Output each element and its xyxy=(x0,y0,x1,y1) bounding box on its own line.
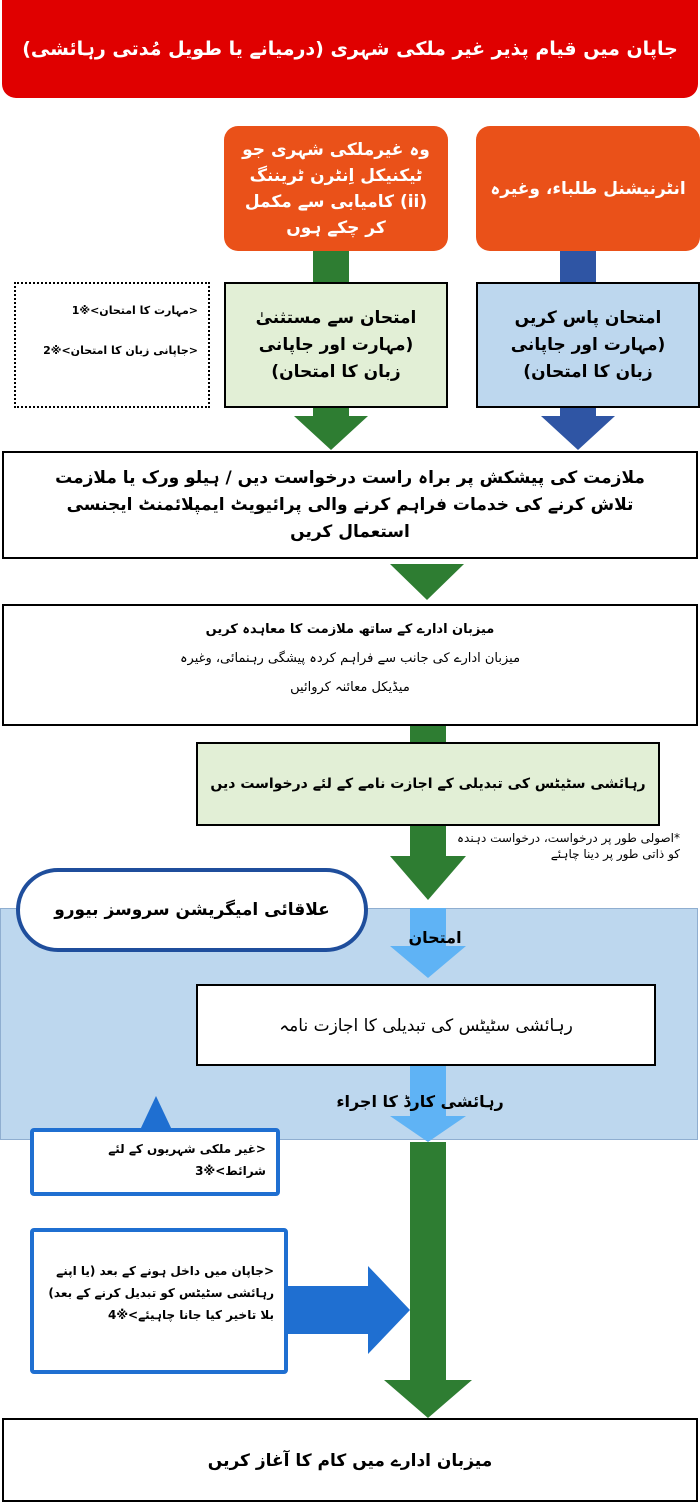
japanese-exam-note: <جاپانی زبان کا امتحان>※2 xyxy=(43,344,198,357)
exam-notes-box xyxy=(14,282,210,408)
exam-exempt-box: امتحان سے مستثنیٰ (مہارت اور جاپانی زبان کا امتحان) xyxy=(224,282,448,408)
contract-box xyxy=(2,604,698,726)
page-title: جاپان میں قیام پذیر غیر ملکی شہری (درمیانے یا طویل مُدتی رہائشی) xyxy=(2,0,698,98)
arrow-to-contract xyxy=(390,564,464,600)
entry-arrow-shaft xyxy=(286,1286,370,1334)
entry-arrow-head xyxy=(368,1266,410,1354)
heading-international-students: انٹرنیشنل طلباء، وغیرہ xyxy=(476,126,700,251)
arrow-left-head xyxy=(294,416,368,450)
arrow-to-status-shaft xyxy=(410,726,446,742)
apply-job-box: ملازمت کی پیشکش پر براہ راست درخواست دیں / ہیلو ورک یا ملازمت تلاش کرنے کی خدمات فراہم کرنے والی پرائیویٹ ایمپلائمنٹ ایجنسی استعمال کریں xyxy=(2,451,698,559)
connector-left-top xyxy=(313,251,349,283)
heading-technical-intern: وہ غیرملکی شہری جو ٹیکنیکل اِنٹرن ٹریننگ (ii) کامیابی سے مکمل کر چکے ہوں xyxy=(224,126,448,251)
guidance-line: میزبان ادارے کی جانب سے فراہم کردہ پیشگی رہنمائی، وغیرہ xyxy=(179,651,521,666)
bureau-label: علاقائی امیگریشن سروسز بیورو xyxy=(16,868,368,952)
contract-line: میزبان ادارے کے ساتھ ملازمت کا معاہدہ کریں xyxy=(205,622,495,637)
apply-status-box: رہائشی سٹیٹس کی تبدیلی کے اجازت نامے کے لئے درخواست دیں xyxy=(196,742,660,826)
main-arrow-head xyxy=(384,1380,472,1418)
arrow-right-head xyxy=(541,416,615,450)
card-label: رہائشی کارڈ کا اجراء xyxy=(336,1092,504,1111)
exam-label: امتحان xyxy=(408,928,462,947)
pass-exam-box: امتحان پاس کریں (مہارت اور جاپانی زبان کا امتحان) xyxy=(476,282,700,408)
arrow-left-shaft xyxy=(313,408,349,416)
connector-right-top xyxy=(560,251,596,283)
apply-note: *اصولی طور پر درخواست، درخواست دہندہ کو ذاتی طور پر دینا چاہئے xyxy=(456,831,680,861)
medical-line: میڈیکل معائنہ کروائیں xyxy=(290,680,410,695)
arrow-to-bureau-shaft xyxy=(410,826,446,858)
entry-note: <جاپان میں داخل ہونے کے بعد (یا اپنے رہائشی سٹیٹس کو تبدیل کرنے کے بعد) بلا تاخیر کیا جانا چاہیئے>※4 xyxy=(30,1228,288,1374)
conditions-pointer xyxy=(140,1096,172,1130)
skill-exam-note: <مہارت کا امتحان>※1 xyxy=(71,304,198,317)
main-arrow-shaft xyxy=(410,1142,446,1382)
permit-box: رہائشی سٹیٹس کی تبدیلی کا اجازت نامہ xyxy=(196,984,656,1066)
arrow-right-shaft xyxy=(560,408,596,416)
conditions-note: <غیر ملکی شہریوں کے لئے شرائط>※3 xyxy=(30,1128,280,1196)
start-work-box: میزبان ادارے میں کام کا آغاز کریں xyxy=(2,1418,698,1502)
